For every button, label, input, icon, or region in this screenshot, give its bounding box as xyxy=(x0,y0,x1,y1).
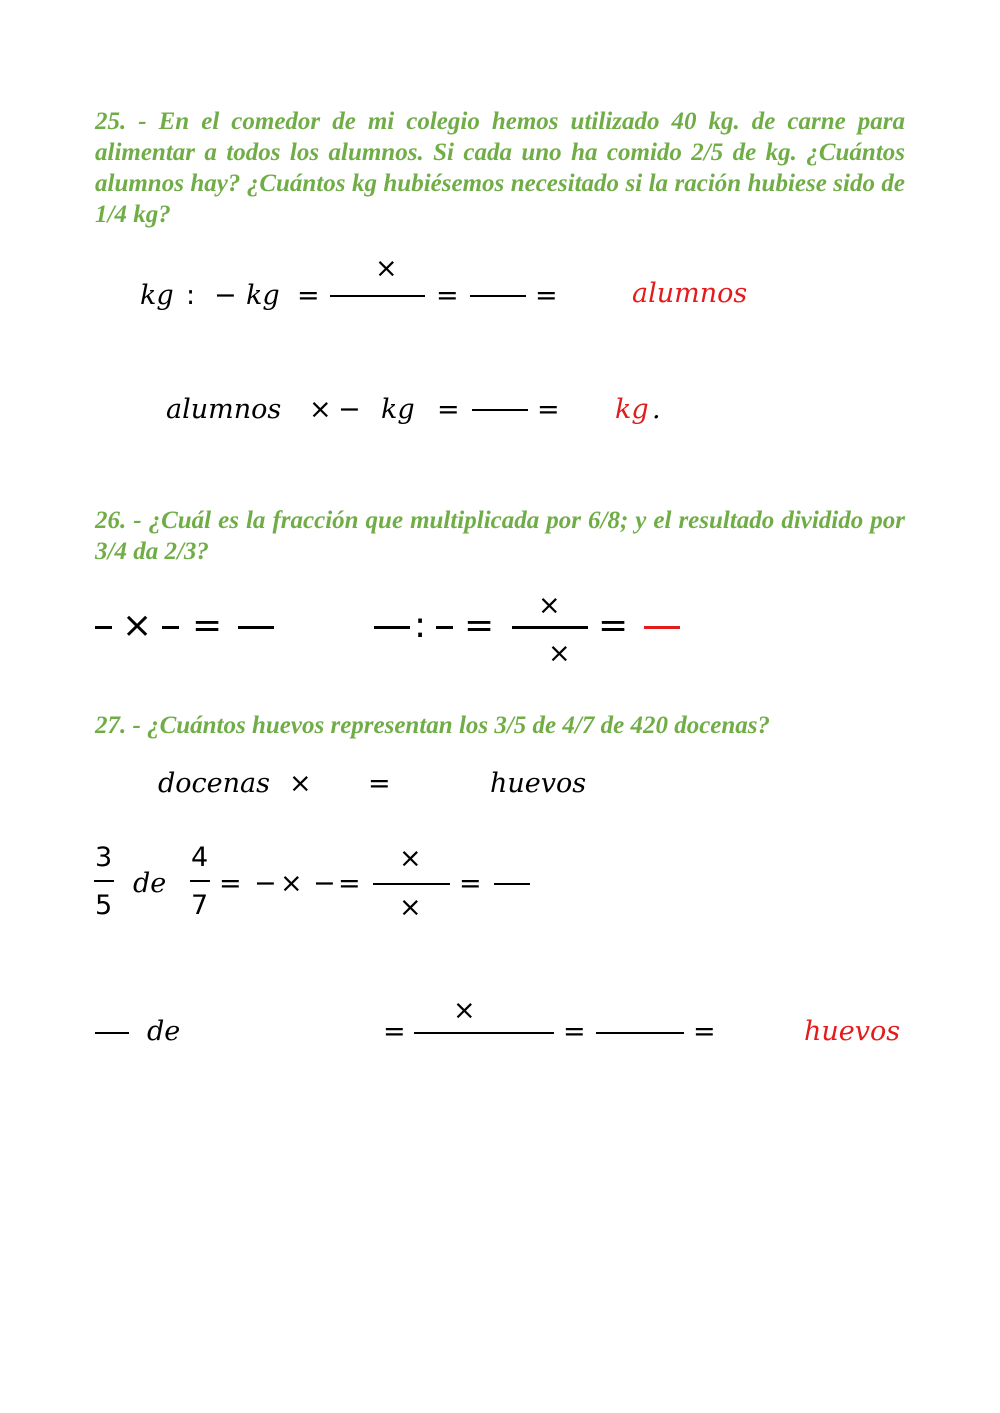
denominator: 5 xyxy=(95,890,113,921)
times-operator: × xyxy=(122,605,153,646)
equals-sign: = xyxy=(464,605,495,646)
fraction-bar xyxy=(470,295,526,297)
problem-25-text: 25. - En el comedor de mi colegio hemos utilizado 40 kg. de carne para alimentar a todos los alumnos. Si cada uno ha comido 2/5 de kg. ¿Cuántos alumnos hay? ¿Cuántos kg hubiésemos necesitado si la ración hubiese sido de 1/4 kg? xyxy=(95,108,905,228)
word-de: de xyxy=(133,868,167,899)
fraction-bar xyxy=(190,880,210,882)
equals-sign: = xyxy=(338,868,361,899)
label-huevos: huevos xyxy=(490,768,587,799)
fraction-bar xyxy=(472,409,528,411)
equals-sign: = xyxy=(368,768,391,799)
fraction-bar xyxy=(95,1032,129,1034)
minus-operator: − xyxy=(338,394,361,425)
label-alumnos: alumnos xyxy=(166,394,282,425)
fraction-bar xyxy=(436,626,453,629)
minus-operator: − xyxy=(313,868,336,899)
equals-sign: = xyxy=(437,394,460,425)
fraction-bar xyxy=(330,295,425,297)
minus-operator: − xyxy=(214,280,237,311)
answer-alumnos: alumnos xyxy=(632,278,748,309)
times-operator: × xyxy=(280,868,303,899)
fraction-bar xyxy=(238,626,274,629)
fraction-bar xyxy=(512,626,588,629)
times-operator: × xyxy=(399,843,422,874)
label-docenas: docenas xyxy=(158,768,270,799)
equals-sign: = xyxy=(383,1016,406,1047)
unit-kg: kg xyxy=(381,394,415,425)
numerator: 4 xyxy=(191,842,209,873)
period: . xyxy=(652,394,661,425)
fraction-bar xyxy=(374,626,410,629)
times-operator: × xyxy=(548,638,571,669)
colon-operator: : xyxy=(414,605,427,646)
fraction-bar xyxy=(596,1032,684,1034)
unit-kg: kg xyxy=(140,280,174,311)
equals-sign: = xyxy=(563,1016,586,1047)
colon-operator: : xyxy=(186,280,196,311)
fraction-bar xyxy=(414,1032,554,1034)
fraction-bar xyxy=(373,883,450,885)
equals-sign: = xyxy=(537,394,560,425)
times-operator: × xyxy=(399,892,422,923)
numerator: 3 xyxy=(95,842,113,873)
equals-sign: = xyxy=(192,605,223,646)
answer-huevos: huevos xyxy=(804,1016,901,1047)
fraction-bar xyxy=(94,880,114,882)
denominator: 7 xyxy=(191,890,209,921)
equals-sign: = xyxy=(297,280,320,311)
times-operator: × xyxy=(289,768,312,799)
problem-26-text: 26. - ¿Cuál es la fracción que multiplicada por 6/8; y el resultado dividido por 3/4 da 2/3? xyxy=(95,507,905,565)
answer-fraction-bar xyxy=(644,626,680,629)
times-operator: × xyxy=(309,394,332,425)
fraction-bar xyxy=(494,883,530,885)
word-de: de xyxy=(147,1016,181,1047)
equals-sign: = xyxy=(459,868,482,899)
equals-sign: = xyxy=(693,1016,716,1047)
times-operator: × xyxy=(453,995,476,1026)
fraction-bar xyxy=(95,626,112,629)
problem-27-text: 27. - ¿Cuántos huevos representan los 3/5 de 4/7 de 420 docenas? xyxy=(95,712,771,739)
equals-sign: = xyxy=(598,605,629,646)
unit-kg: kg xyxy=(246,280,280,311)
equals-sign: = xyxy=(535,280,558,311)
equals-sign: = xyxy=(436,280,459,311)
fraction-bar xyxy=(162,626,179,629)
times-operator: × xyxy=(538,590,561,621)
times-operator: × xyxy=(375,253,398,284)
equals-sign: = xyxy=(219,868,242,899)
minus-operator: − xyxy=(254,868,277,899)
answer-kg: kg xyxy=(615,394,649,425)
